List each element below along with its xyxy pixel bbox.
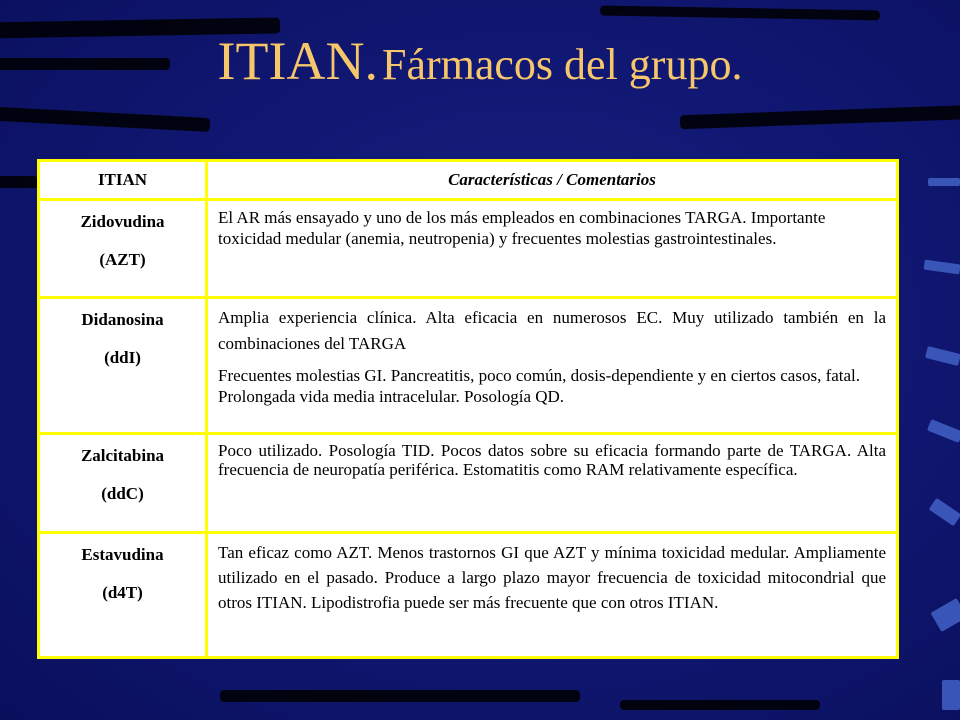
drug-abbr: (d4T) (102, 583, 143, 602)
drug-description: Tan eficaz como AZT. Menos trastornos GI que AZT y mínima toxicidad medular. Ampliamente utilizado en el pasado. Produce a largo plazo mayor frecuencia de toxicidad mitocondrial que otros ITIAN. Lipodistrofia puede ser más frecuente que con otros ITIAN. (218, 543, 886, 612)
comment-cell (208, 435, 896, 531)
table-row (40, 534, 896, 656)
comment-cell (208, 201, 896, 296)
drug-abbr: (ddI) (104, 348, 141, 367)
table-header-row (40, 162, 896, 201)
drug-abbr: (AZT) (99, 250, 146, 269)
drug-name: Estavudina (81, 545, 164, 564)
drug-table (37, 159, 899, 659)
title-main: ITIAN. (217, 31, 378, 91)
drug-name: Zidovudina (80, 212, 165, 231)
drug-name: Didanosina (81, 310, 164, 329)
drug-description: Amplia experiencia clínica. Alta eficacia en numerosos EC. Muy utilizado también en la combinaciones del TARGA (218, 308, 886, 353)
decorative-stripe (620, 700, 820, 710)
drug-name: Zalcitabina (80, 446, 165, 465)
decorative-stripe (220, 690, 580, 702)
drug-description: Poco utilizado. Posología TID. Pocos datos sobre su eficacia formando parte de TARGA. Alta frecuencia de neuropatía periférica. Estomatitis como RAM relativamente específica. (218, 441, 886, 479)
decorative-mark (928, 178, 960, 186)
drug-cell (40, 435, 208, 531)
drug-cell (40, 201, 208, 296)
table-row (40, 201, 896, 299)
table-row (40, 299, 896, 435)
comment-cell (208, 299, 896, 432)
decorative-mark (942, 680, 960, 710)
table-row (40, 435, 896, 534)
decorative-stripe (0, 176, 38, 188)
header-itian: ITIAN (40, 162, 208, 198)
drug-cell (40, 534, 208, 656)
title-sub: Fármacos del grupo. (381, 40, 743, 89)
drug-description-extra: Frecuentes molestias GI. Pancreatitis, poco común, dosis-dependiente y en ciertos casos, fatal. Prolongada vida media intracelular. Posología QD. (218, 366, 861, 406)
slide-title (0, 30, 960, 92)
comment-cell (208, 534, 896, 656)
drug-description: El AR más ensayado y uno de los más empleados en combinaciones TARGA. Importante toxicidad medular (anemia, neutropenia) y frecuentes molestias gastrointestinales. (218, 208, 826, 248)
drug-abbr: (ddC) (101, 484, 144, 503)
header-comments: Características / Comentarios (448, 170, 656, 189)
drug-cell (40, 299, 208, 432)
